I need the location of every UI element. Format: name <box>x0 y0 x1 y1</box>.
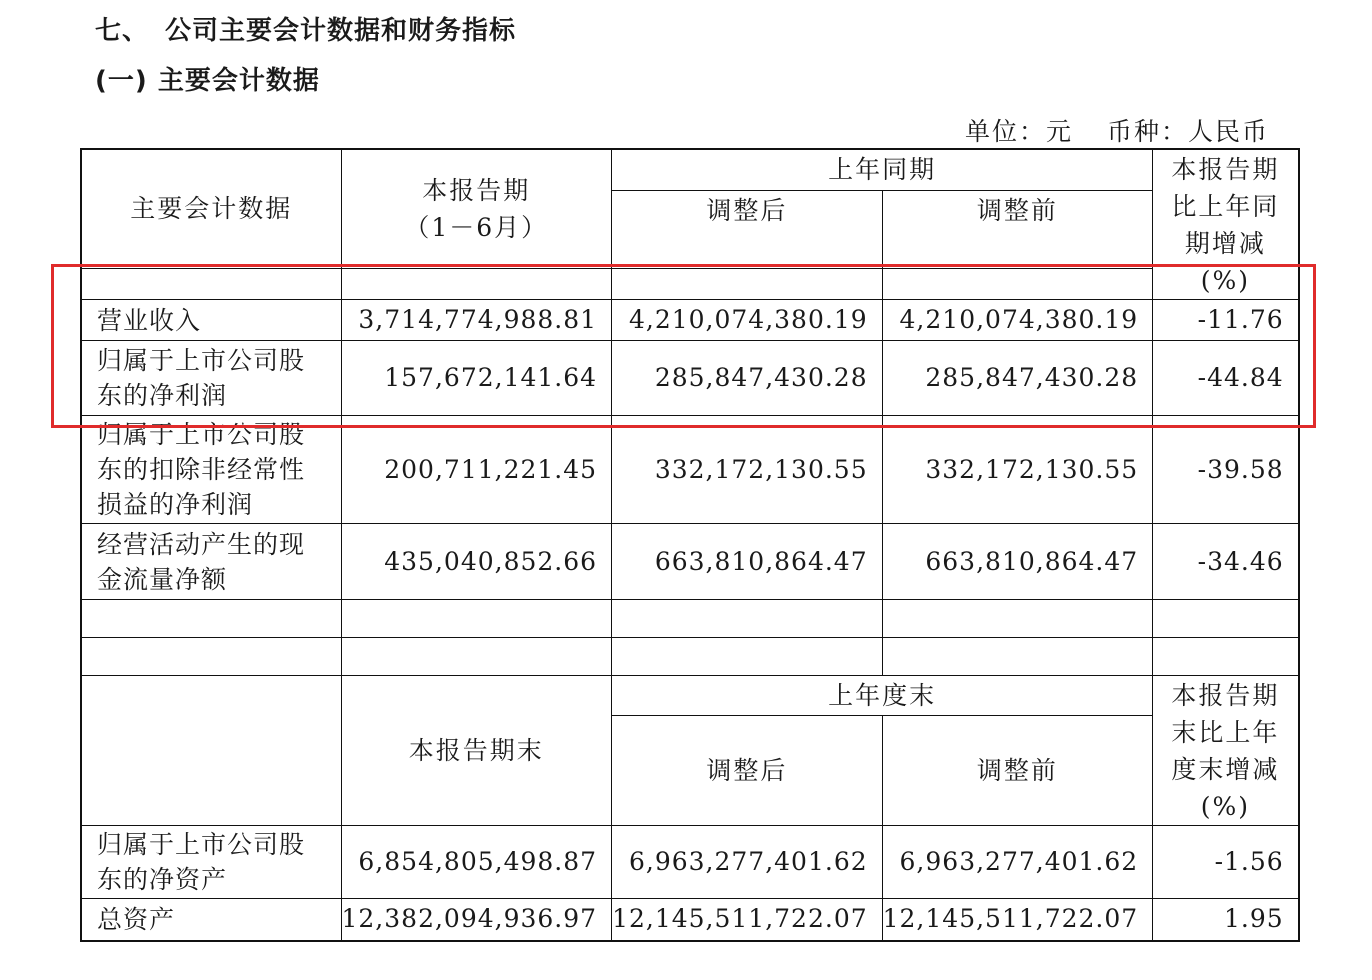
subsection-title: (一) 主要会计数据 <box>95 66 320 96</box>
header-adjusted-before: 调整前 <box>882 190 1153 268</box>
table-row <box>81 300 1299 341</box>
change-value: -34.46 <box>1153 524 1299 600</box>
adjusted-after-value: 285,847,430.28 <box>612 341 883 416</box>
header-item-name: 主要会计数据 <box>81 149 341 269</box>
row-label: 归属于上市公司股 东的净资产 <box>81 826 341 899</box>
table2-header-row-1 <box>81 676 1299 716</box>
change-value: -44.84 <box>1153 341 1299 416</box>
header-prior-period-group: 上年同期 <box>612 149 1153 190</box>
table1-header-row-1 <box>81 149 1299 190</box>
current-value: 200,711,221.45 <box>341 416 612 524</box>
accounting-data-table <box>80 148 1300 942</box>
adjusted-before-value: 285,847,430.28 <box>882 341 1153 416</box>
current-value: 3,714,774,988.81 <box>341 300 612 341</box>
section-title <box>95 10 516 47</box>
current-value: 435,040,852.66 <box>341 524 612 600</box>
table-row <box>81 416 1299 524</box>
current-value: 157,672,141.64 <box>341 341 612 416</box>
row-label: 归属于上市公司股 东的扣除非经常性 损益的净利润 <box>81 416 341 524</box>
header-prior-year-end-group: 上年度末 <box>612 676 1153 716</box>
adjusted-after-value: 332,172,130.55 <box>612 416 883 524</box>
change-value: 1.95 <box>1153 899 1299 941</box>
adjusted-before-value: 4,210,074,380.19 <box>882 300 1153 341</box>
section-title-number: 七、 <box>95 16 150 46</box>
section-title-text: 公司主要会计数据和财务指标 <box>165 16 517 46</box>
change-value: -1.56 <box>1153 826 1299 899</box>
adjusted-before-value: 6,963,277,401.62 <box>882 826 1153 899</box>
row-label: 营业收入 <box>81 300 341 341</box>
adjusted-before-value: 663,810,864.47 <box>882 524 1153 600</box>
header-change-percent: 本报告期 比上年同 期增减 (%) <box>1153 149 1299 300</box>
change-value: -39.58 <box>1153 416 1299 524</box>
header-change-percent-2: 本报告期 末比上年 度末增减 (%) <box>1153 676 1299 826</box>
header-period-end: 本报告期末 <box>341 676 612 826</box>
adjusted-after-value: 12,145,511,722.07 <box>612 899 883 941</box>
table-row <box>81 826 1299 899</box>
row-label: 总资产 <box>81 899 341 941</box>
row-label: 归属于上市公司股 东的净利润 <box>81 341 341 416</box>
currency-label: 币种：人民币 <box>1107 117 1270 146</box>
current-value: 12,382,094,936.97 <box>341 899 612 941</box>
row-label: 经营活动产生的现 金流量净额 <box>81 524 341 600</box>
adjusted-before-value: 332,172,130.55 <box>882 416 1153 524</box>
adjusted-after-value: 4,210,074,380.19 <box>612 300 883 341</box>
current-value: 6,854,805,498.87 <box>341 826 612 899</box>
adjusted-after-value: 6,963,277,401.62 <box>612 826 883 899</box>
adjusted-before-value: 12,145,511,722.07 <box>882 899 1153 941</box>
header-adjusted-after: 调整后 <box>612 190 883 268</box>
adjusted-after-value: 663,810,864.47 <box>612 524 883 600</box>
header-blank <box>81 676 341 826</box>
table-row <box>81 899 1299 941</box>
table-row <box>81 524 1299 600</box>
empty-row <box>81 600 1299 638</box>
empty-row <box>81 638 1299 676</box>
unit-note <box>965 112 1269 148</box>
header-current-period: 本报告期 （1－6月） <box>341 149 612 269</box>
unit-label: 单位：元 <box>965 117 1074 146</box>
table-row <box>81 341 1299 416</box>
table1-spacer-row <box>81 269 1299 300</box>
header-adjusted-after-2: 调整后 <box>612 716 883 826</box>
change-value: -11.76 <box>1153 300 1299 341</box>
header-adjusted-before-2: 调整前 <box>882 716 1153 826</box>
